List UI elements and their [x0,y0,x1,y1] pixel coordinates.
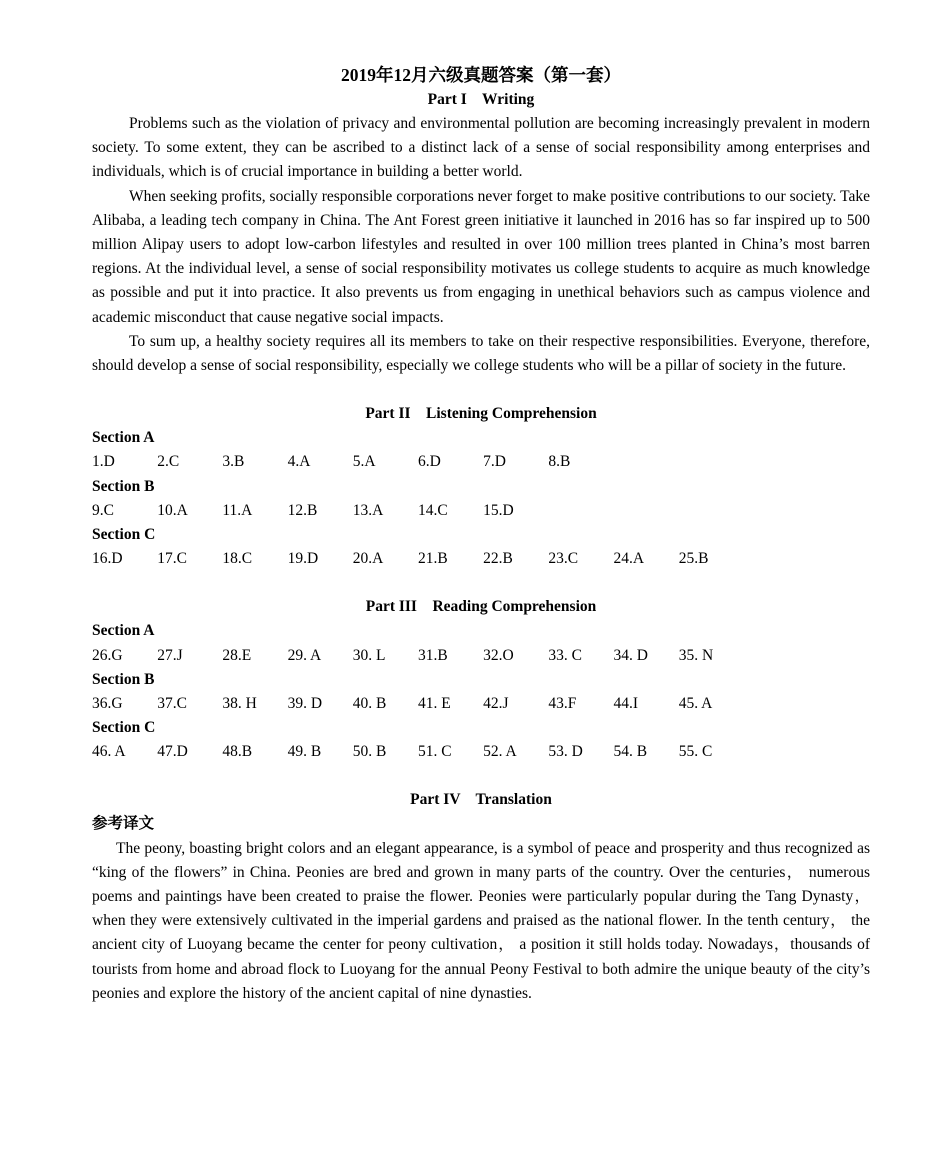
answer-item: 37.C [157,694,187,712]
spacer [92,378,870,402]
answer-item: 48.B [222,743,253,761]
answer-item: 15.D [483,501,514,519]
page-title: 2019年12月六级真题答案（第一套） [341,65,621,85]
answer-item: 49. B [287,743,322,761]
answer-item: 33. C [548,646,582,664]
answer-item: 55. C [678,743,713,761]
section-label: Section A [92,622,155,640]
answer-item: 38. H [222,694,257,712]
answer-item: 13.A [352,501,384,519]
answer-item: 16.D [92,550,123,568]
answer-item: 19.D [287,550,319,568]
answer-item: 43.F [548,694,577,712]
answer-item: 23.C [548,550,579,568]
answer-item: 27.J [157,646,183,664]
answer-item: 1.D [92,453,115,471]
answer-item: 14.C [417,501,448,519]
answer-item: 39. D [287,694,323,712]
listening-sections [92,426,870,571]
section-label: Section C [92,525,156,543]
part2-heading: Part II Listening Comprehension [365,405,597,423]
answer-item: 51. C [417,743,452,761]
answer-row [92,499,870,523]
answer-item: 21.B [417,550,448,568]
part1-heading: Part I Writing [427,91,535,108]
answer-item: 2.C [157,453,180,471]
answer-item: 40. B [352,694,387,712]
answer-item: 29. A [287,646,322,664]
section-label: Section C [92,719,156,737]
answer-item: 32.O [483,646,514,664]
answer-item: 35. N [678,646,714,664]
answer-row [92,450,870,474]
spacer [92,764,870,788]
answer-item: 42.J [483,694,509,712]
answer-item: 52. A [483,743,517,761]
answer-item: 36.G [92,694,123,712]
answer-item: 5.A [352,453,376,471]
answer-item: 11.A [222,501,253,519]
writing-paragraph-3: To sum up, a healthy society requires all its members to take on their respective responsibilities. Everyone, therefore, should develop a sense of social responsibility, especially we college students who will be a pillar of society in the future. [92,332,870,375]
answer-item: 10.A [157,501,188,519]
answer-item: 25.B [678,550,709,568]
answer-item: 9.C [92,501,114,519]
answer-item: 8.B [548,453,571,471]
answer-item: 4.A [287,453,311,471]
answer-item: 50. B [352,743,387,761]
answer-item: 31.B [417,646,448,664]
answer-sheet-page [92,62,870,1006]
part3-heading: Part III Reading Comprehension [365,598,597,616]
answer-row [92,547,870,571]
answer-item: 26.G [92,646,123,664]
answer-item: 44.I [613,694,639,712]
reading-sections [92,619,870,764]
answer-item: 45. A [678,694,713,712]
answer-item: 34. D [613,646,648,664]
part4-heading: Part IV Translation [410,791,552,809]
answer-row [92,692,870,716]
answer-row [92,740,870,764]
answer-item: 24.A [613,550,645,568]
answer-item: 12.B [287,501,318,519]
answer-item: 54. B [613,743,648,761]
answer-item: 18.C [222,550,253,568]
writing-paragraph-1: Problems such as the violation of privacy and environmental pollution are becoming increasingly prevalent in modern society. To some extent, they can be ascribed to a distinct lack of a sense of social responsibility among enterprises and individuals, which is of crucial importance in building a better world. [92,115,870,181]
answer-item: 3.B [222,453,245,471]
writing-paragraph-2: When seeking profits, socially responsible corporations never forget to make positive contributions to our society. Take Alibaba, a leading tech company in China. The Ant Forest green initiative it launched in 2016 has so far inspired up to 500 million Alipay users to adopt low-carbon lifestyles and resulted in over 100 million trees planted in China’s most barren regions. At the individual level, a sense of social responsibility motivates us college students to acquire as much knowledge as possible and put it into practice. It also prevents us from engaging in unethical behaviors such as campus violence and academic misconduct that cause negative social impacts. [92,187,870,326]
section-label: Section B [92,670,155,688]
answer-item: 22.B [483,550,513,568]
translation-paragraph: The peony, boasting bright colors and an elegant appearance, is a symbol of peace and prosperity and thus recognized as “king of the flowers” in China. Peonies are bred and grown in many parts of the country. Over the centuries， numerous poems and paintings have been created to praise the flower. Peonies were particularly popular during the Tang Dynasty， when they were extensively cultivated in the imperial gardens and praised as the national flower. In the tenth century， the ancient city of Luoyang became the center for peony cultivation， a position it still holds today. Nowadays，thousands of tourists from home and abroad flock to Luoyang for the annual Peony Festival to both admire the unique beauty of the city’s peonies and explore the history of the ancient capital of nine dynasties. [92,839,870,1002]
answer-item: 53. D [548,743,583,761]
answer-item: 17.C [157,550,187,568]
answer-item: 46. A [92,743,126,761]
answer-item: 7.D [483,453,506,471]
answer-item: 47.D [157,743,188,761]
answer-item: 20.A [352,550,384,568]
section-label: Section A [92,429,155,447]
reference-translation-label: 参考译文 [92,815,155,833]
answer-item: 6.D [417,453,441,471]
section-label: Section B [92,477,155,495]
answer-item: 30. L [352,646,386,664]
answer-row [92,644,870,668]
spacer [92,571,870,595]
answer-item: 41. E [417,694,451,712]
answer-item: 28.E [222,646,252,664]
